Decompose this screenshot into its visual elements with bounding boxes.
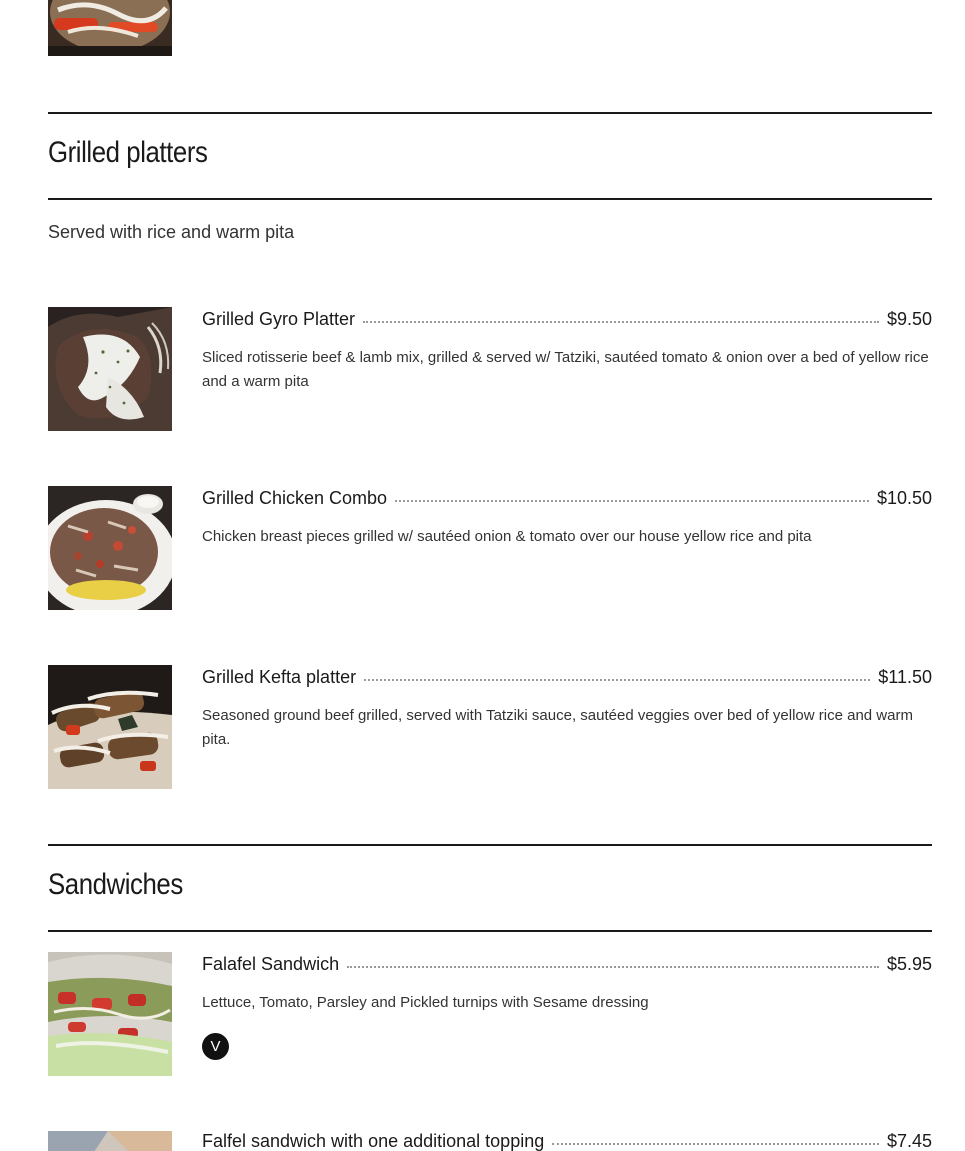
item-price: $9.50 [886, 309, 932, 329]
previous-item-photo [48, 0, 172, 56]
item-description: Lettuce, Tomato, Parsley and Pickled turnips with Sesame dressing [202, 994, 649, 1011]
item-price: $10.50 [876, 488, 932, 508]
item-price: $7.45 [886, 1131, 932, 1151]
item-name: Falfel sandwich with one additional topping [202, 1131, 545, 1151]
section-divider-top [48, 112, 932, 114]
item-photo-gyro-platter [48, 307, 172, 431]
menu-item-header [202, 488, 932, 514]
menu-item-header [202, 954, 932, 980]
menu-item-header [202, 309, 932, 335]
dotted-leader [363, 321, 879, 323]
item-photo-falafel-sandwich-topping [48, 1131, 172, 1151]
dotted-leader [552, 1143, 879, 1145]
dotted-leader [347, 966, 879, 968]
section-description: Served with rice and warm pita [48, 222, 295, 242]
item-name: Grilled Gyro Platter [202, 309, 356, 329]
item-photo-falafel-sandwich [48, 952, 172, 1076]
dotted-leader [364, 679, 870, 681]
item-name: Grilled Kefta platter [202, 667, 357, 687]
vegetarian-badge: V [202, 1033, 229, 1060]
item-description: Chicken breast pieces grilled w/ sautéed onion & tomato over our house yellow rice and pita [202, 528, 812, 545]
item-name: Grilled Chicken Combo [202, 488, 388, 508]
item-price: $11.50 [878, 667, 932, 687]
item-description: Seasoned ground beef grilled, served with Tatziki sauce, sautéed veggies over bed of yellow rice and warm pita. [202, 707, 913, 748]
section-divider-bottom [48, 198, 932, 200]
section-title-grilled-platters: Grilled platters [48, 136, 208, 169]
item-photo-chicken-combo [48, 486, 172, 610]
item-name: Falafel Sandwich [202, 954, 340, 974]
section-title-sandwiches: Sandwiches [48, 868, 183, 901]
section-divider-top [48, 844, 932, 846]
item-description: Sliced rotisserie beef & lamb mix, grilled & served w/ Tatziki, sautéed tomato & onion over a bed of yellow rice and a warm pita [202, 349, 929, 390]
menu-item-header [202, 1131, 932, 1151]
item-price: $5.95 [886, 954, 932, 974]
dotted-leader [395, 500, 869, 502]
menu-item-header [202, 667, 932, 693]
section-divider-bottom [48, 930, 932, 932]
item-photo-kefta-platter [48, 665, 172, 789]
